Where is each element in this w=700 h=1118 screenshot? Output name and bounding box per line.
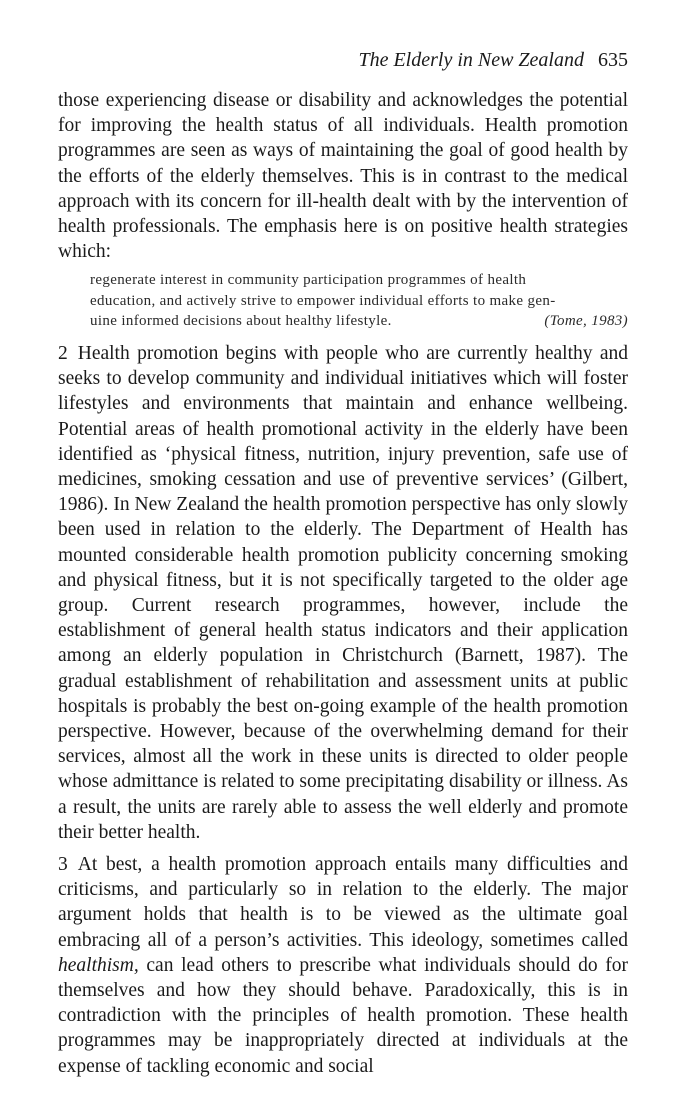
quote-last-line [90, 311, 628, 332]
quote-citation: (Tome, 1983) [544, 313, 628, 330]
quote-line: education, and actively strive to empower individual efforts to make gen- [90, 292, 556, 309]
book-page [58, 46, 628, 1079]
paragraph-number: 2 [58, 342, 68, 364]
emphasis-term: healthism, [58, 954, 139, 976]
paragraph-number: 3 [58, 853, 68, 875]
quote-line: regenerate interest in community participation programmes of health [90, 272, 527, 289]
running-title: The Elderly in New Zealand [358, 49, 584, 71]
quote-line: uine informed decisions about healthy lifestyle. [90, 313, 392, 330]
block-quote [90, 270, 628, 332]
intro-paragraph: those experiencing disease or disability and acknowledges the potential for improving the health status of all individuals. Health promotion programmes are seen as ways of maintaining the goal of good health by the efforts of the elderly themselves. This is in contrast to the medical approach with its concern for ill-health dealt with by the intervention of health professionals. The emphasis here is on positive health strategies which: [58, 90, 628, 263]
paragraph-text: can lead others to prescribe what individuals should do for themselves and how they should behave. Paradoxically, this is in contradiction with the principles of health promotion. These health programmes may be inappropriately directed at individuals at the expense of tackling economic and social [58, 954, 628, 1077]
paragraph-text: Health promotion begins with people who are currently healthy and seeks to develop community and individual initiatives which will foster lifestyles and environments that maintain and enhance wellbeing. Potential areas of health promotional activity in the elderly have been identified as ‘physical fitness, nutrition, injury prevention, safe use of medicines, smoking cessation and use of preventive services’ (Gilbert, 1986). In New Zealand the health promotion perspective has only slowly been used in relation to the elderly. The Department of Health has mounted considerable health promotion publicity concerning smoking and physical fitness, but it is not specifically targeted to the older age group. Current research programmes, however, include the establishment of general health status indicators and their application among an elderly population in Christchurch (Barnett, 1987). The gradual establishment of rehabilitation and assessment units at public hospitals is probably the best on-going example of the health promotion perspective. However, because of the overwhelming demand for their services, almost all the work in these units is directed to older people whose admittance is related to some precipitating disability or illness. As a result, the units are rarely able to assess the well elderly and promote their better health. [58, 342, 628, 843]
numbered-paragraph-3 [58, 852, 628, 1079]
paragraph-text: At best, a health promotion approach entails many difficulties and criticisms, and particularly so in relation to the elderly. The major argument holds that health is to be viewed as the ultimate goal embracing all of a person’s activities. This ideology, sometimes called [58, 853, 628, 951]
page-number: 635 [598, 49, 628, 71]
numbered-paragraph-2 [58, 341, 628, 845]
running-header [58, 46, 628, 74]
